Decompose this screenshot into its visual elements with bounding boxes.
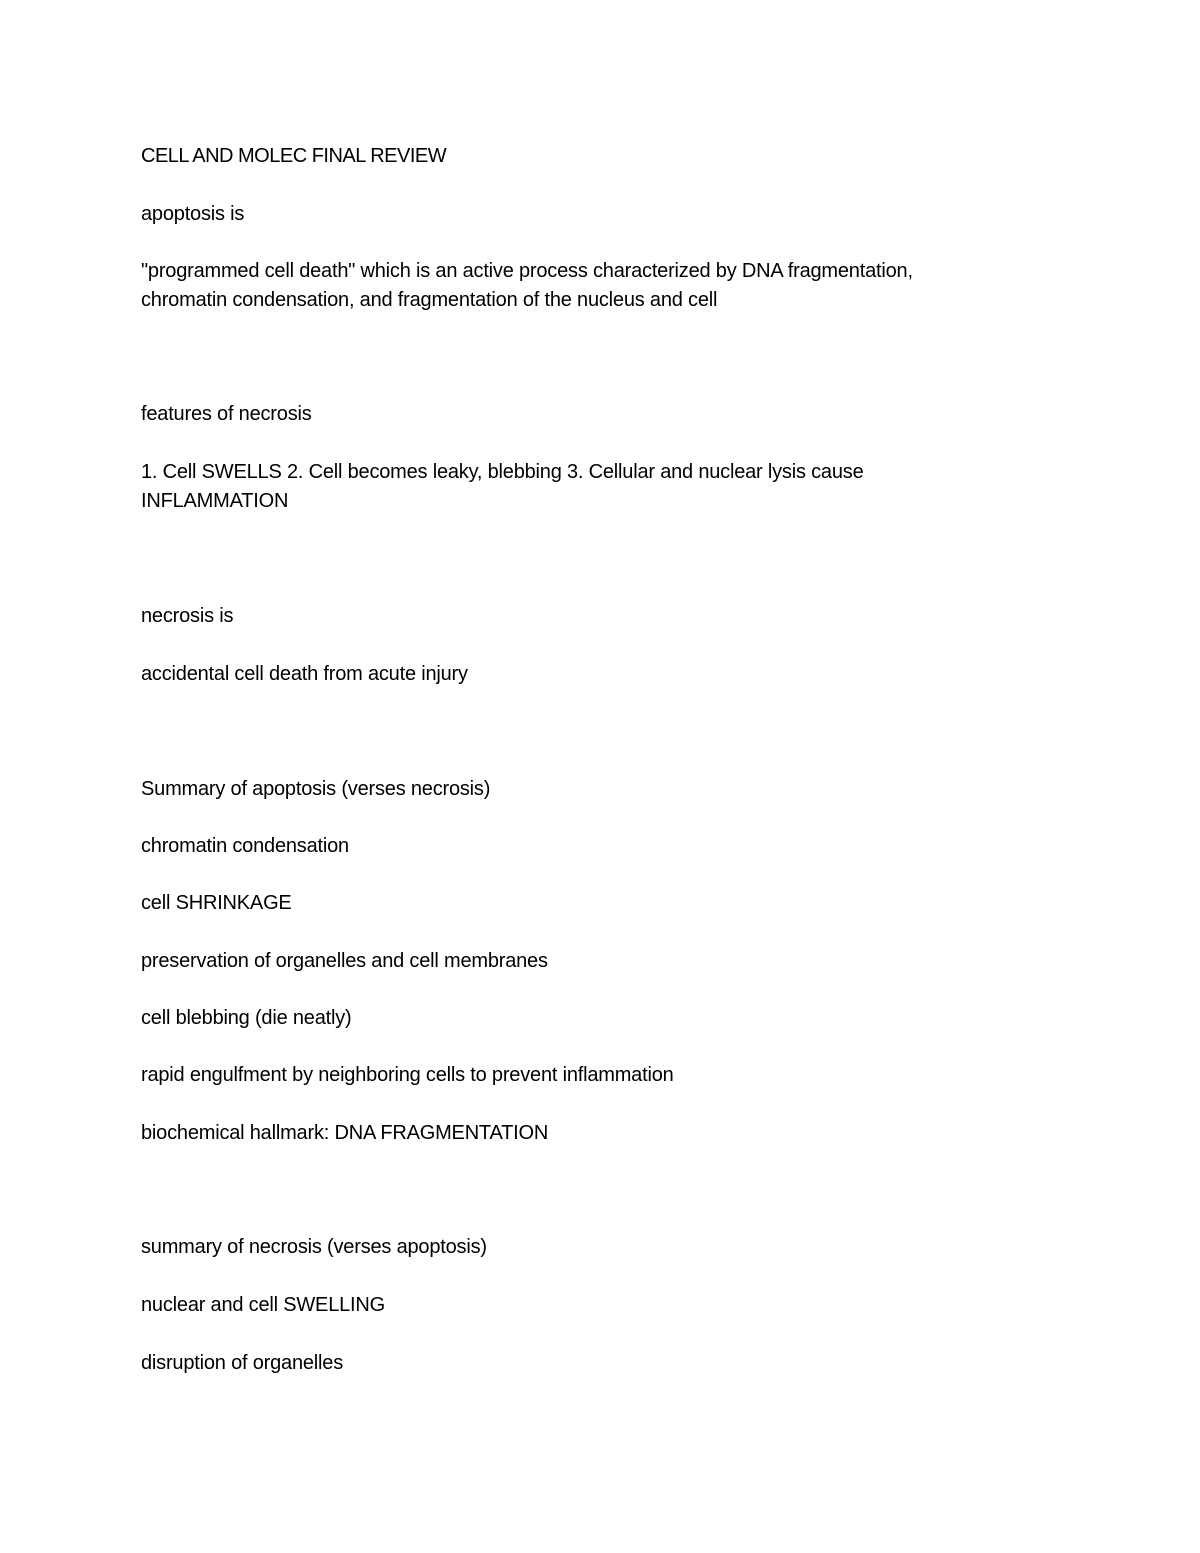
term-summary-necrosis: summary of necrosis (verses apoptosis) [141, 1236, 487, 1258]
term-apoptosis: apoptosis is [141, 203, 245, 225]
term-features-of-necrosis: features of necrosis [141, 403, 312, 425]
term-necrosis: necrosis is [141, 605, 234, 627]
definition-features-line-1: 1. Cell SWELLS 2. Cell becomes leaky, blebbing 3. Cellular and nuclear lysis cause [141, 461, 864, 483]
list-item: disruption of organelles [141, 1352, 343, 1374]
list-item: nuclear and cell SWELLING [141, 1294, 386, 1316]
list-item: preservation of organelles and cell membranes [141, 950, 548, 972]
document-title: CELL AND MOLEC FINAL REVIEW [141, 145, 447, 167]
definition-features-line-2: INFLAMMATION [141, 490, 289, 512]
definition-apoptosis-line-1: "programmed cell death" which is an active process characterized by DNA fragmentation, [141, 260, 913, 282]
definition-apoptosis-line-2: chromatin condensation, and fragmentation of the nucleus and cell [141, 289, 718, 311]
list-item: cell SHRINKAGE [141, 892, 292, 914]
list-item: biochemical hallmark: DNA FRAGMENTATION [141, 1122, 549, 1144]
list-item: rapid engulfment by neighboring cells to prevent inflammation [141, 1064, 674, 1086]
list-item: chromatin condensation [141, 835, 349, 857]
definition-necrosis: accidental cell death from acute injury [141, 663, 468, 685]
list-item: cell blebbing (die neatly) [141, 1007, 352, 1029]
term-summary-apoptosis: Summary of apoptosis (verses necrosis) [141, 778, 491, 800]
